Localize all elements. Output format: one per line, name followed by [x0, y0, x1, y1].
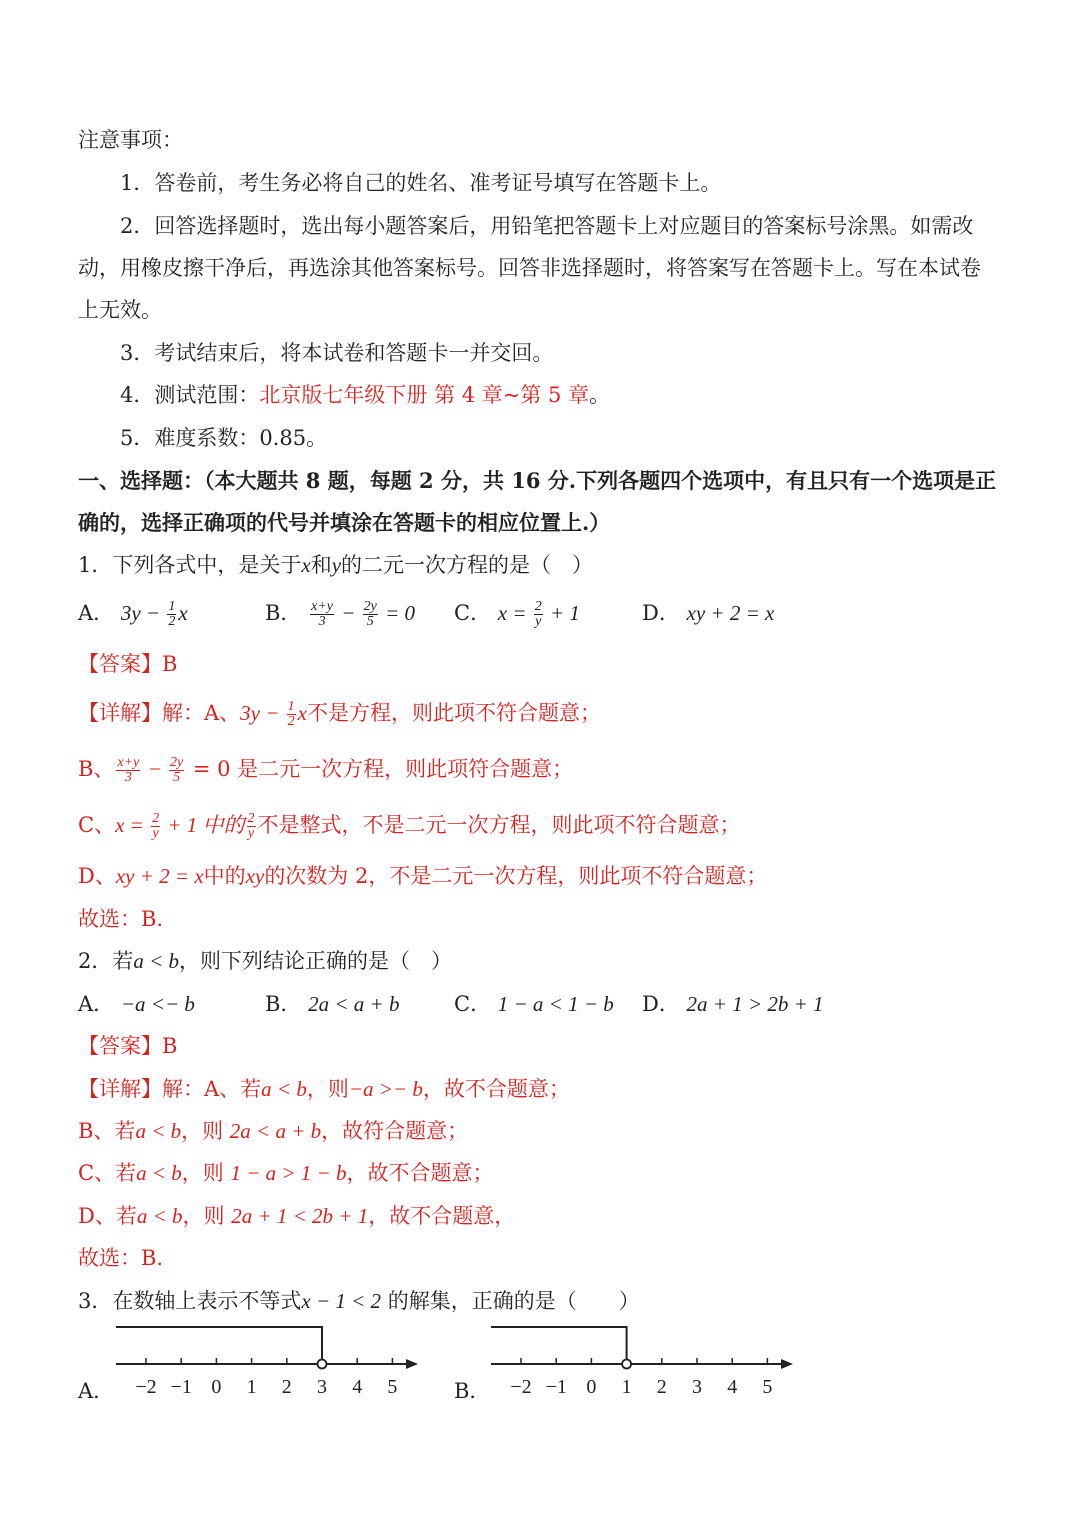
notice-item-4: 4．测试范围：北京版七年级下册 第 4 章~第 5 章。: [120, 383, 611, 407]
q1-option-b: B． $\frac{x+y}{3}$ − $\frac{2y}{5}$ = 0: [265, 599, 416, 629]
q2-detail-a: 【详解】解：A、若a < b，则−a >− b，故不合题意；: [78, 1077, 570, 1101]
q1-detail-c: C、x = $\frac{2}{y}$ + 1 中的 $\frac{2}{y}$ 不是整式，不是二元一次方程，则此项不符合题意；: [78, 811, 741, 841]
notice-title: 注意事项：: [78, 128, 183, 152]
q3-b-tick-label: 4: [727, 1376, 738, 1398]
q3-option-a-number-line: [108, 1318, 428, 1398]
q3-option-b-number-line: [483, 1318, 803, 1398]
q1-detail-a: 【详解】解：A、3y − $\frac{1}{2}$ x不是方程，则此项不符合题意；: [78, 699, 601, 729]
q3-b-tick-label: 1: [621, 1376, 632, 1398]
q3-a-solution-bracket: [116, 1327, 322, 1360]
q3-b-tick-label: 2: [656, 1376, 667, 1398]
q1-conclusion: 故选：B.: [78, 907, 164, 931]
q3-a-tick-label: 3: [317, 1376, 327, 1398]
q3-a-tick-label: 2: [281, 1376, 292, 1398]
q2-option-a: A． −a <− b: [78, 992, 195, 1016]
section-heading-cont: 确的，选择正确项的代号并填涂在答题卡的相应位置上.）: [78, 510, 611, 535]
q3-b-tick-label: −2: [510, 1376, 532, 1398]
q1-option-c: C． x = $\frac{2}{y}$ + 1: [454, 599, 580, 629]
notice-item-2-cont: 动，用橡皮擦干净后，再选涂其他答案标号。回答非选择题时，将答案写在答题卡上。写在本试卷: [78, 256, 981, 280]
q1-option-d: D． xy + 2 = x: [642, 601, 775, 625]
q3-b-arrow: [781, 1359, 793, 1369]
q2-answer: 【答案】B: [78, 1034, 178, 1058]
q3-b-solution-bracket: [491, 1327, 627, 1360]
q3-a-arrow: [406, 1359, 418, 1369]
q2-stem: 2．若a < b，则下列结论正确的是（ ）: [78, 949, 453, 973]
q3-b-tick-label: 0: [586, 1376, 597, 1398]
q3-a-tick-label: 5: [387, 1376, 398, 1398]
q2-option-d: D． 2a + 1 > 2b + 1: [642, 992, 824, 1016]
notice-item-5: 5．难度系数：0.85。: [120, 426, 328, 450]
q1-answer: 【答案】B: [78, 652, 178, 676]
q3-a-tick-label: 4: [352, 1376, 363, 1398]
q3-b-tick-label: −1: [545, 1376, 567, 1398]
q3-a-tick-label: −1: [170, 1376, 192, 1398]
notice-item-1: 1．答卷前，考生务必将自己的姓名、准考证号填写在答题卡上。: [120, 171, 722, 195]
q2-option-c: C． 1 − a < 1 − b: [454, 992, 614, 1016]
q1-option-a: A． 3y − $\frac{1}{2}$ x: [78, 599, 188, 629]
q1-detail-d: D、xy + 2 = x中的xy的次数为 2，不是二元一次方程，则此项不符合题意；: [78, 864, 768, 888]
q3-a-tick-label: 1: [246, 1376, 257, 1398]
q3-b-tick-label: 5: [762, 1376, 773, 1398]
test-scope: 北京版七年级下册 第 4 章~第 5 章: [259, 383, 590, 407]
q3-a-open-point: [318, 1360, 327, 1369]
q2-detail-d: D、若a < b，则 2a + 1 < 2b + 1，故不合题意，: [78, 1204, 516, 1228]
q3-a-tick-label: −2: [135, 1376, 157, 1398]
notice-item-2: 2．回答选择题时，选出每小题答案后，用铅笔把答题卡上对应题目的答案标号涂黑。如需改: [120, 214, 974, 238]
q3-option-a-label: A．: [78, 1379, 115, 1403]
q2-detail-c: C、若a < b，则 1 − a > 1 − b，故不合题意；: [78, 1161, 494, 1185]
q3-option-b-label: B．: [454, 1379, 491, 1403]
q1-detail-b: B、 $\frac{x+y}{3}$ − $\frac{2y}{5}$ = 0 是二元一次方程，则此项符合题意；: [78, 755, 574, 785]
section-heading: 一、选择题：（本大题共 8 题，每题 2 分，共 16 分.下列各题四个选项中，有且只有一个选项是正: [78, 468, 997, 493]
q1-stem: 1．下列各式中，是关于x和y的二元一次方程的是（ ）: [78, 553, 594, 577]
notice-item-3: 3．考试结束后，将本试卷和答题卡一并交回。: [120, 341, 554, 365]
q2-option-b: B． 2a < a + b: [265, 992, 400, 1016]
q3-b-tick-label: 3: [692, 1376, 702, 1398]
q2-detail-b: B、若a < b，则 2a < a + b，故符合题意；: [78, 1119, 469, 1143]
q2-conclusion: 故选：B.: [78, 1246, 164, 1270]
q3-a-tick-label: 0: [211, 1376, 222, 1398]
q3-b-open-point: [622, 1360, 631, 1369]
q3-stem: 3．在数轴上表示不等式x − 1 < 2 的解集，正确的是（ ）: [78, 1289, 640, 1313]
notice-item-2-end: 上无效。: [78, 298, 162, 322]
